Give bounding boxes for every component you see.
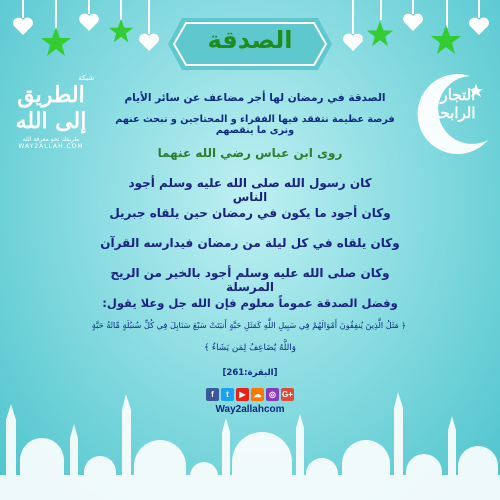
heart-ornament — [78, 12, 100, 32]
brand-logo — [8, 74, 94, 150]
twitter-icon[interactable]: t — [221, 388, 234, 401]
star-ornament — [430, 24, 462, 56]
verse-reference: [البقرة:261] — [222, 368, 278, 378]
hadith-line-1: كان رسول الله صلى الله عليه وسلم أجود الناس — [128, 176, 372, 204]
star-ornament — [40, 26, 72, 58]
brand-url: WAY2ALLAH.COM — [18, 143, 84, 150]
hadith-line-4: وكان صلى الله عليه وسلم أجود بالخير من الريح المرسلة — [110, 266, 390, 294]
page-title: الصدقة — [207, 26, 293, 54]
moon-line-1: التجارة — [432, 86, 476, 104]
heart-ornament — [342, 32, 364, 52]
brand-name: الطريق إلى الله — [15, 82, 87, 134]
brand-prefix: شبكة — [78, 74, 94, 82]
heart-ornament — [12, 16, 34, 36]
youtube-icon[interactable]: ▶ — [236, 388, 249, 401]
moon-logo-text — [418, 86, 490, 122]
site-url-link[interactable]: Way2allahcom — [215, 404, 285, 415]
hadith-line-2: وكان أجود ما يكون في رمضان حين يلقاه جبريل — [109, 206, 391, 220]
googleplus-icon[interactable]: G+ — [282, 390, 293, 399]
intro-line-1: الصدقة في رمضان لها أجر مضاعف عن سائر الأيام — [124, 92, 386, 104]
quran-verse-line-2: وَاللَّهُ يُضَاعِفُ لِمَن يَشَاءُ ﴾ — [203, 343, 297, 353]
quran-verse-line-1: ﴿ مَثَلُ الَّذِينَ يُنفِقُونَ أَمْوَالَهُمْ فِي سَبِيلِ اللَّهِ كَمَثَلِ حَبَّةٍ أَنبَتَتْ سَبْعَ سَنَابِلَ فِي كُلِّ سُنبُلَةٍ مِّائَةُ حَبَّةٍ — [91, 320, 407, 330]
hadith-line-3: وكان يلقاه في كل ليلة من رمضان فيدارسه القرآن — [100, 236, 400, 250]
social-links — [186, 388, 314, 402]
facebook-icon[interactable]: f — [206, 388, 219, 401]
heart-ornament — [402, 12, 424, 32]
soundcloud-icon[interactable]: ☁ — [251, 388, 264, 401]
hadith-narrator: روى ابن عباس رضي الله عنهما — [157, 146, 343, 160]
virtue-line: وفضل الصدقة عموماً معلوم فإن الله جل وعلا يقول: — [102, 296, 398, 310]
moon-line-2: الرابحة — [432, 104, 476, 122]
brand-tagline: طريقك نحو معرفة الله — [22, 136, 80, 143]
star-ornament — [108, 18, 134, 44]
heart-ornament — [138, 32, 160, 52]
star-ornament — [366, 20, 394, 48]
heart-ornament — [468, 16, 490, 36]
intro-line-2: فرصة عظيمة نتفقد فيها الفقراء و المحتاجين و نبحث عنهم ونرى ما ينقصهم — [115, 114, 395, 136]
instagram-icon[interactable]: ◎ — [266, 388, 279, 401]
